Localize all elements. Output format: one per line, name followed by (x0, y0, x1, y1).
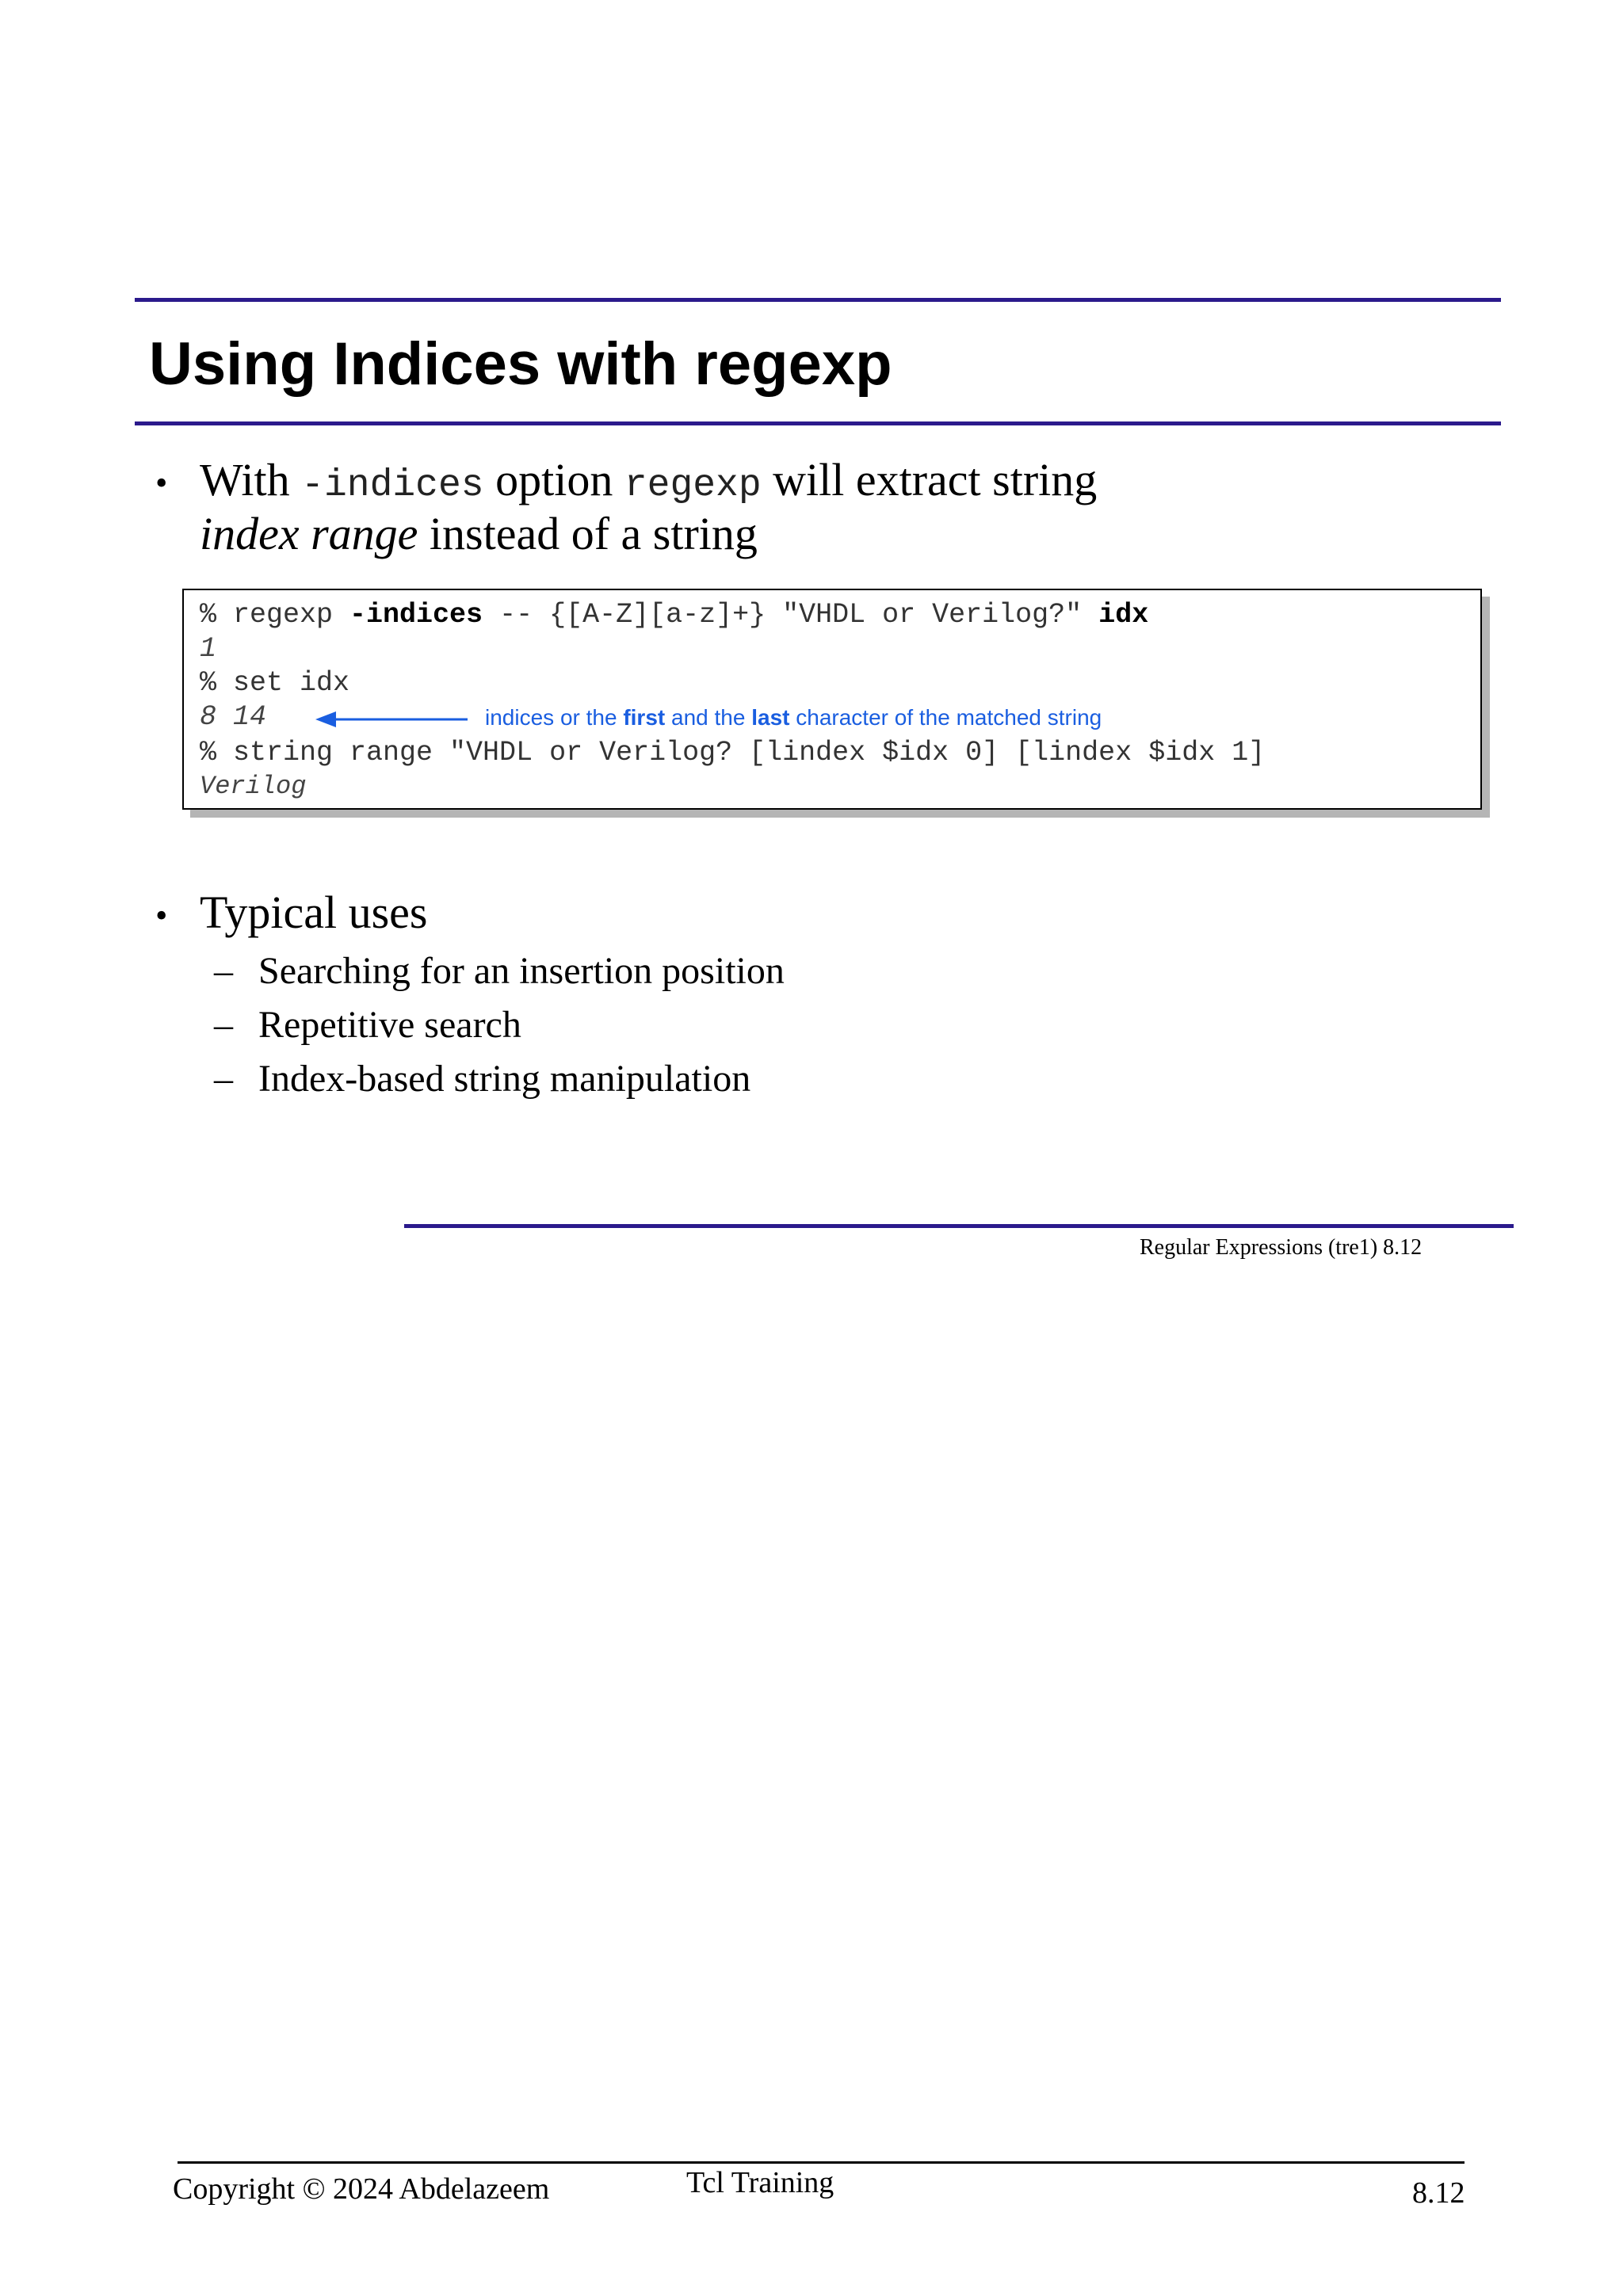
dash-marker: – (214, 950, 233, 992)
footer-copyright: Copyright © 2024 Abdelazeem (173, 2172, 550, 2206)
code-line-5: % string range "VHDL or Verilog? [lindex $idx 0] [lindex $idx 1] (200, 737, 1266, 769)
bullet-1-line-2: index range instead of a string (200, 508, 758, 559)
bullet-dot: • (155, 463, 168, 502)
code-line-1: % regexp -indices -- {[A-Z][a-z]+} "VHDL or Verilog?" idx (200, 599, 1149, 631)
bullet-1-line-1: With -indices option regexp will extract string (200, 454, 1098, 507)
code-indices: -indices (301, 464, 484, 507)
bullet-2-text: Typical uses (200, 887, 428, 938)
section-label: Regular Expressions (tre1) 8.12 (1140, 1235, 1423, 1260)
page-title: Using Indices with regexp (149, 330, 892, 398)
footer-page-number: 8.12 (1412, 2176, 1465, 2210)
dash-marker: – (214, 1004, 233, 1046)
code-output-2: 8 14 (200, 701, 267, 733)
annotation-text: indices or the first and the last character of the matched string (485, 705, 1102, 730)
bullet-dot: • (155, 896, 168, 935)
code-regexp: regexp (624, 464, 762, 507)
code-line-3: % set idx (200, 667, 350, 699)
dash-marker: – (214, 1058, 233, 1100)
sub-item-3: Index-based string manipulation (258, 1058, 751, 1100)
footer-course: Tcl Training (686, 2166, 834, 2199)
sub-item-2: Repetitive search (258, 1004, 521, 1046)
code-example-box (182, 589, 1482, 810)
arrow-left-icon (312, 707, 471, 731)
title-bottom-rule (135, 421, 1501, 425)
footer-rule (178, 2161, 1465, 2164)
title-top-rule (135, 298, 1501, 302)
code-output-3: Verilog (200, 772, 307, 801)
code-output-1: 1 (200, 633, 217, 665)
sub-item-1: Searching for an insertion position (258, 950, 785, 992)
section-rule (404, 1224, 1514, 1228)
